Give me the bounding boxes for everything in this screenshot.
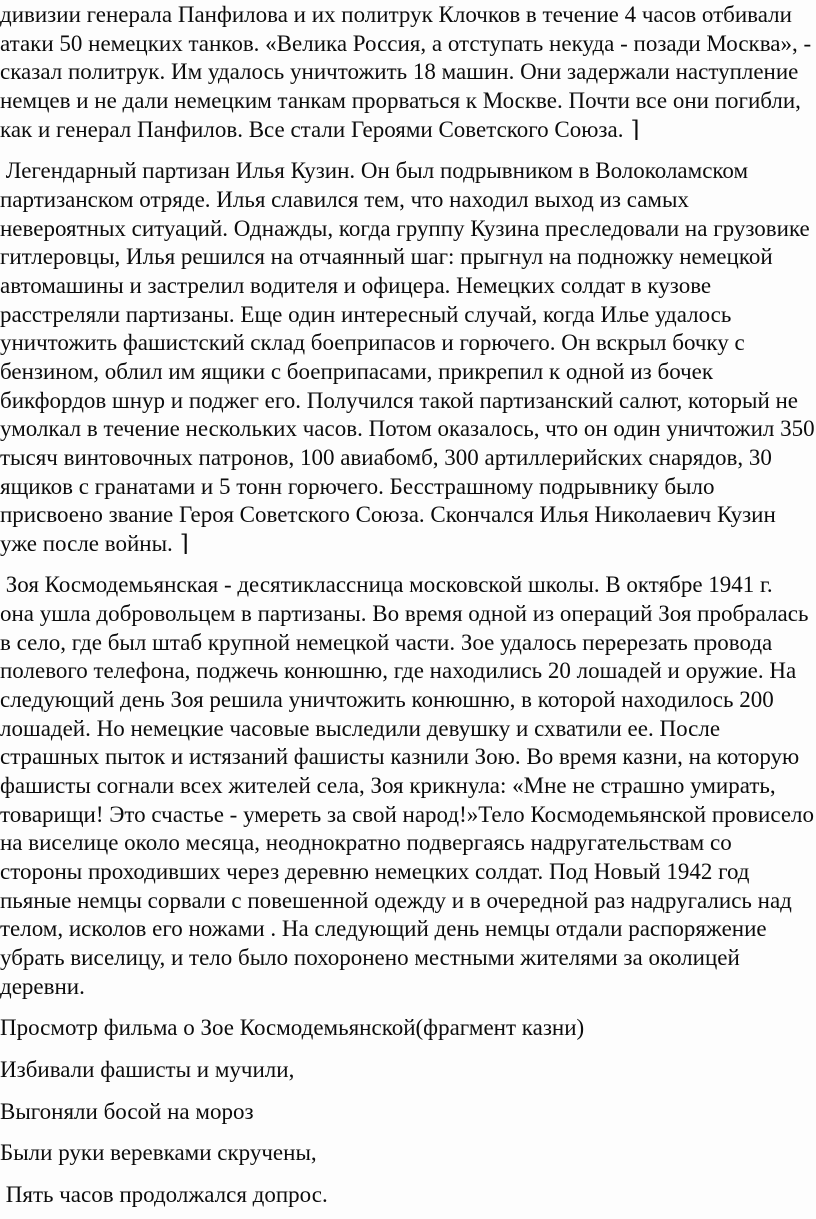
text-line-content: уже после войны. xyxy=(0,530,173,556)
text-line xyxy=(0,358,816,387)
text-line-content: Выгоняли босой на мороз xyxy=(0,1098,254,1124)
text-line xyxy=(0,215,816,244)
text-line xyxy=(0,58,816,87)
text-line xyxy=(0,772,816,801)
paragraph-film-screening-note xyxy=(0,1014,816,1043)
paragraph-ilya-kuzin xyxy=(0,157,816,558)
text-line-content: следующий день Зоя решила уничтожить конюшню, в которой находилось 200 xyxy=(0,687,774,713)
text-line xyxy=(0,157,816,186)
text-line-content: деревни. xyxy=(0,973,85,999)
text-line-content: как и генерал Панфилов. Все стали Героями Советского Союза. xyxy=(0,116,624,142)
text-line-content: расстреляли партизаны. Еще один интересный случай, когда Илье удалось xyxy=(0,301,732,327)
text-line-content: лошадей. Но немецкие часовые выследили девушку и схватили ее. После xyxy=(0,715,721,741)
text-line xyxy=(0,1181,816,1210)
text-line-content: невероятных ситуаций. Однажды, когда группу Кузина преследовали на грузовике xyxy=(0,215,810,241)
text-line xyxy=(0,444,816,473)
text-line xyxy=(0,915,816,944)
text-line xyxy=(0,629,816,658)
text-line-content: пьяные немцы сорвали с повешенной одежду и в очередной раз надругались над xyxy=(0,887,792,913)
text-line-content: стороны проходивших через деревню немецких солдат. Под Новый 1942 год xyxy=(0,859,750,885)
text-line-content: Просмотр фильма о Зое Космодемьянской(фрагмент казни) xyxy=(0,1015,585,1041)
text-line-content: сказал политрук. Им удалось уничтожить 18 машин. Они задержали наступление xyxy=(0,59,799,85)
text-line xyxy=(0,858,816,887)
text-line-content: ящиков с гранатами и 5 тонн горючего. Бесстрашному подрывнику было xyxy=(0,473,715,499)
text-line xyxy=(0,829,816,858)
text-line-content: в село, где был штаб крупной немецкой части. Зое удалось перерезать провода xyxy=(0,629,773,655)
text-line-content: атаки 50 немецких танков. «Велика Россия, а отступать некуда - позади Москва», - xyxy=(0,30,812,56)
text-line xyxy=(0,1098,816,1127)
paragraph-end-mark-icon: ⌉ xyxy=(630,116,640,142)
text-line-content: Зоя Космодемьянская - десятиклассница московской школы. В октябре 1941 г. xyxy=(0,572,773,598)
text-line xyxy=(0,501,816,530)
text-line-content: товарищи! Это счастье - умереть за свой народ!»Тело Космодемьянской провисело xyxy=(0,801,815,827)
text-line xyxy=(0,272,816,301)
paragraph-panfilov-division xyxy=(0,1,816,144)
text-line xyxy=(0,329,816,358)
text-line xyxy=(0,887,816,916)
text-line xyxy=(0,944,816,973)
paragraph-poem-line-2 xyxy=(0,1098,816,1127)
text-line xyxy=(0,1014,816,1043)
text-line xyxy=(0,387,816,416)
text-line-content: страшных пыток и истязаний фашисты казнили Зою. Во время казни, на которую xyxy=(0,744,800,770)
text-line xyxy=(0,1056,816,1085)
text-line xyxy=(0,743,816,772)
text-line-content: автомашины и застрелил водителя и офицера. Немецких солдат в кузове xyxy=(0,272,712,298)
text-line-content: бикфордов шнур и поджег его. Получился такой партизанский салют, который не xyxy=(0,387,799,413)
text-line-content: присвоено звание Героя Советского Союза. Скончался Илья Николаевич Кузин xyxy=(0,502,776,528)
text-line-content: убрать виселицу, и тело было похоронено местными жителями за околицей xyxy=(0,945,740,970)
paragraph-poem-line-4 xyxy=(0,1181,816,1210)
text-line-content: уничтожить фашистский склад боеприпасов и горючего. Он вскрыл бочку с xyxy=(0,330,745,356)
text-line xyxy=(0,186,816,215)
text-line-content: гитлеровцы, Илья решился на отчаянный шаг: прыгнул на подножку немецкой xyxy=(0,244,773,270)
paragraph-zoya-kosmodemyanskaya xyxy=(0,571,816,1001)
text-line xyxy=(0,415,816,444)
text-line xyxy=(0,30,816,59)
text-line xyxy=(0,571,816,600)
paragraph-poem-line-3 xyxy=(0,1139,816,1168)
text-line xyxy=(0,473,816,502)
text-line-content: полевого телефона, поджечь конюшню, где находились 20 лошадей и оружие. На xyxy=(0,658,797,684)
text-line xyxy=(0,1,816,30)
text-line xyxy=(0,1139,816,1168)
text-line xyxy=(0,715,816,744)
text-line xyxy=(0,243,816,272)
text-line-content: на виселице около месяца, неоднократно подвергаясь надругательствам со xyxy=(0,830,732,856)
paragraph-poem-line-1 xyxy=(0,1056,816,1085)
paragraph-end-mark-icon: ⌉ xyxy=(179,530,189,556)
text-line xyxy=(0,686,816,715)
text-line-content: фашисты согнали всех жителей села, Зоя крикнула: «Мне не страшно умирать, xyxy=(0,773,776,799)
text-line-content: телом, исколов его ножами . На следующий день немцы отдали распоряжение xyxy=(0,916,767,942)
text-line xyxy=(0,801,816,830)
text-line-content: дивизии генерала Панфилова и их политрук Клочков в течение 4 часов отбивали xyxy=(0,2,792,27)
text-line-content: Пять часов продолжался допрос. xyxy=(0,1181,328,1207)
text-line-content: партизанском отряде. Илья славился тем, что находил выход из самых xyxy=(0,186,689,212)
text-line xyxy=(0,530,816,559)
text-line-content: немцев и не дали немецким танкам прорваться к Москве. Почти все они погибли, xyxy=(0,87,801,113)
text-line xyxy=(0,657,816,686)
text-line-content: она ушла добровольцем в партизаны. Во время одной из операций Зоя пробралась xyxy=(0,601,809,627)
text-line xyxy=(0,301,816,330)
text-line-content: бензином, облил им ящики с боеприпасами, прикрепил к одной из бочек xyxy=(0,358,714,384)
text-line xyxy=(0,116,816,145)
text-line xyxy=(0,600,816,629)
text-line xyxy=(0,87,816,116)
text-line-content: тысяч винтовочных патронов, 100 авиабомб, 300 артиллерийских снарядов, 30 xyxy=(0,444,772,470)
text-line-content: умолкал в течение нескольких часов. Потом оказалось, что он один уничтожил 350 xyxy=(0,416,815,442)
text-line-content: Были руки веревками скручены, xyxy=(0,1140,317,1166)
text-line xyxy=(0,973,816,1002)
text-line-content: Избивали фашисты и мучили, xyxy=(0,1056,295,1082)
text-line-content: Легендарный партизан Илья Кузин. Он был подрывником в Волоколамском xyxy=(0,158,749,184)
